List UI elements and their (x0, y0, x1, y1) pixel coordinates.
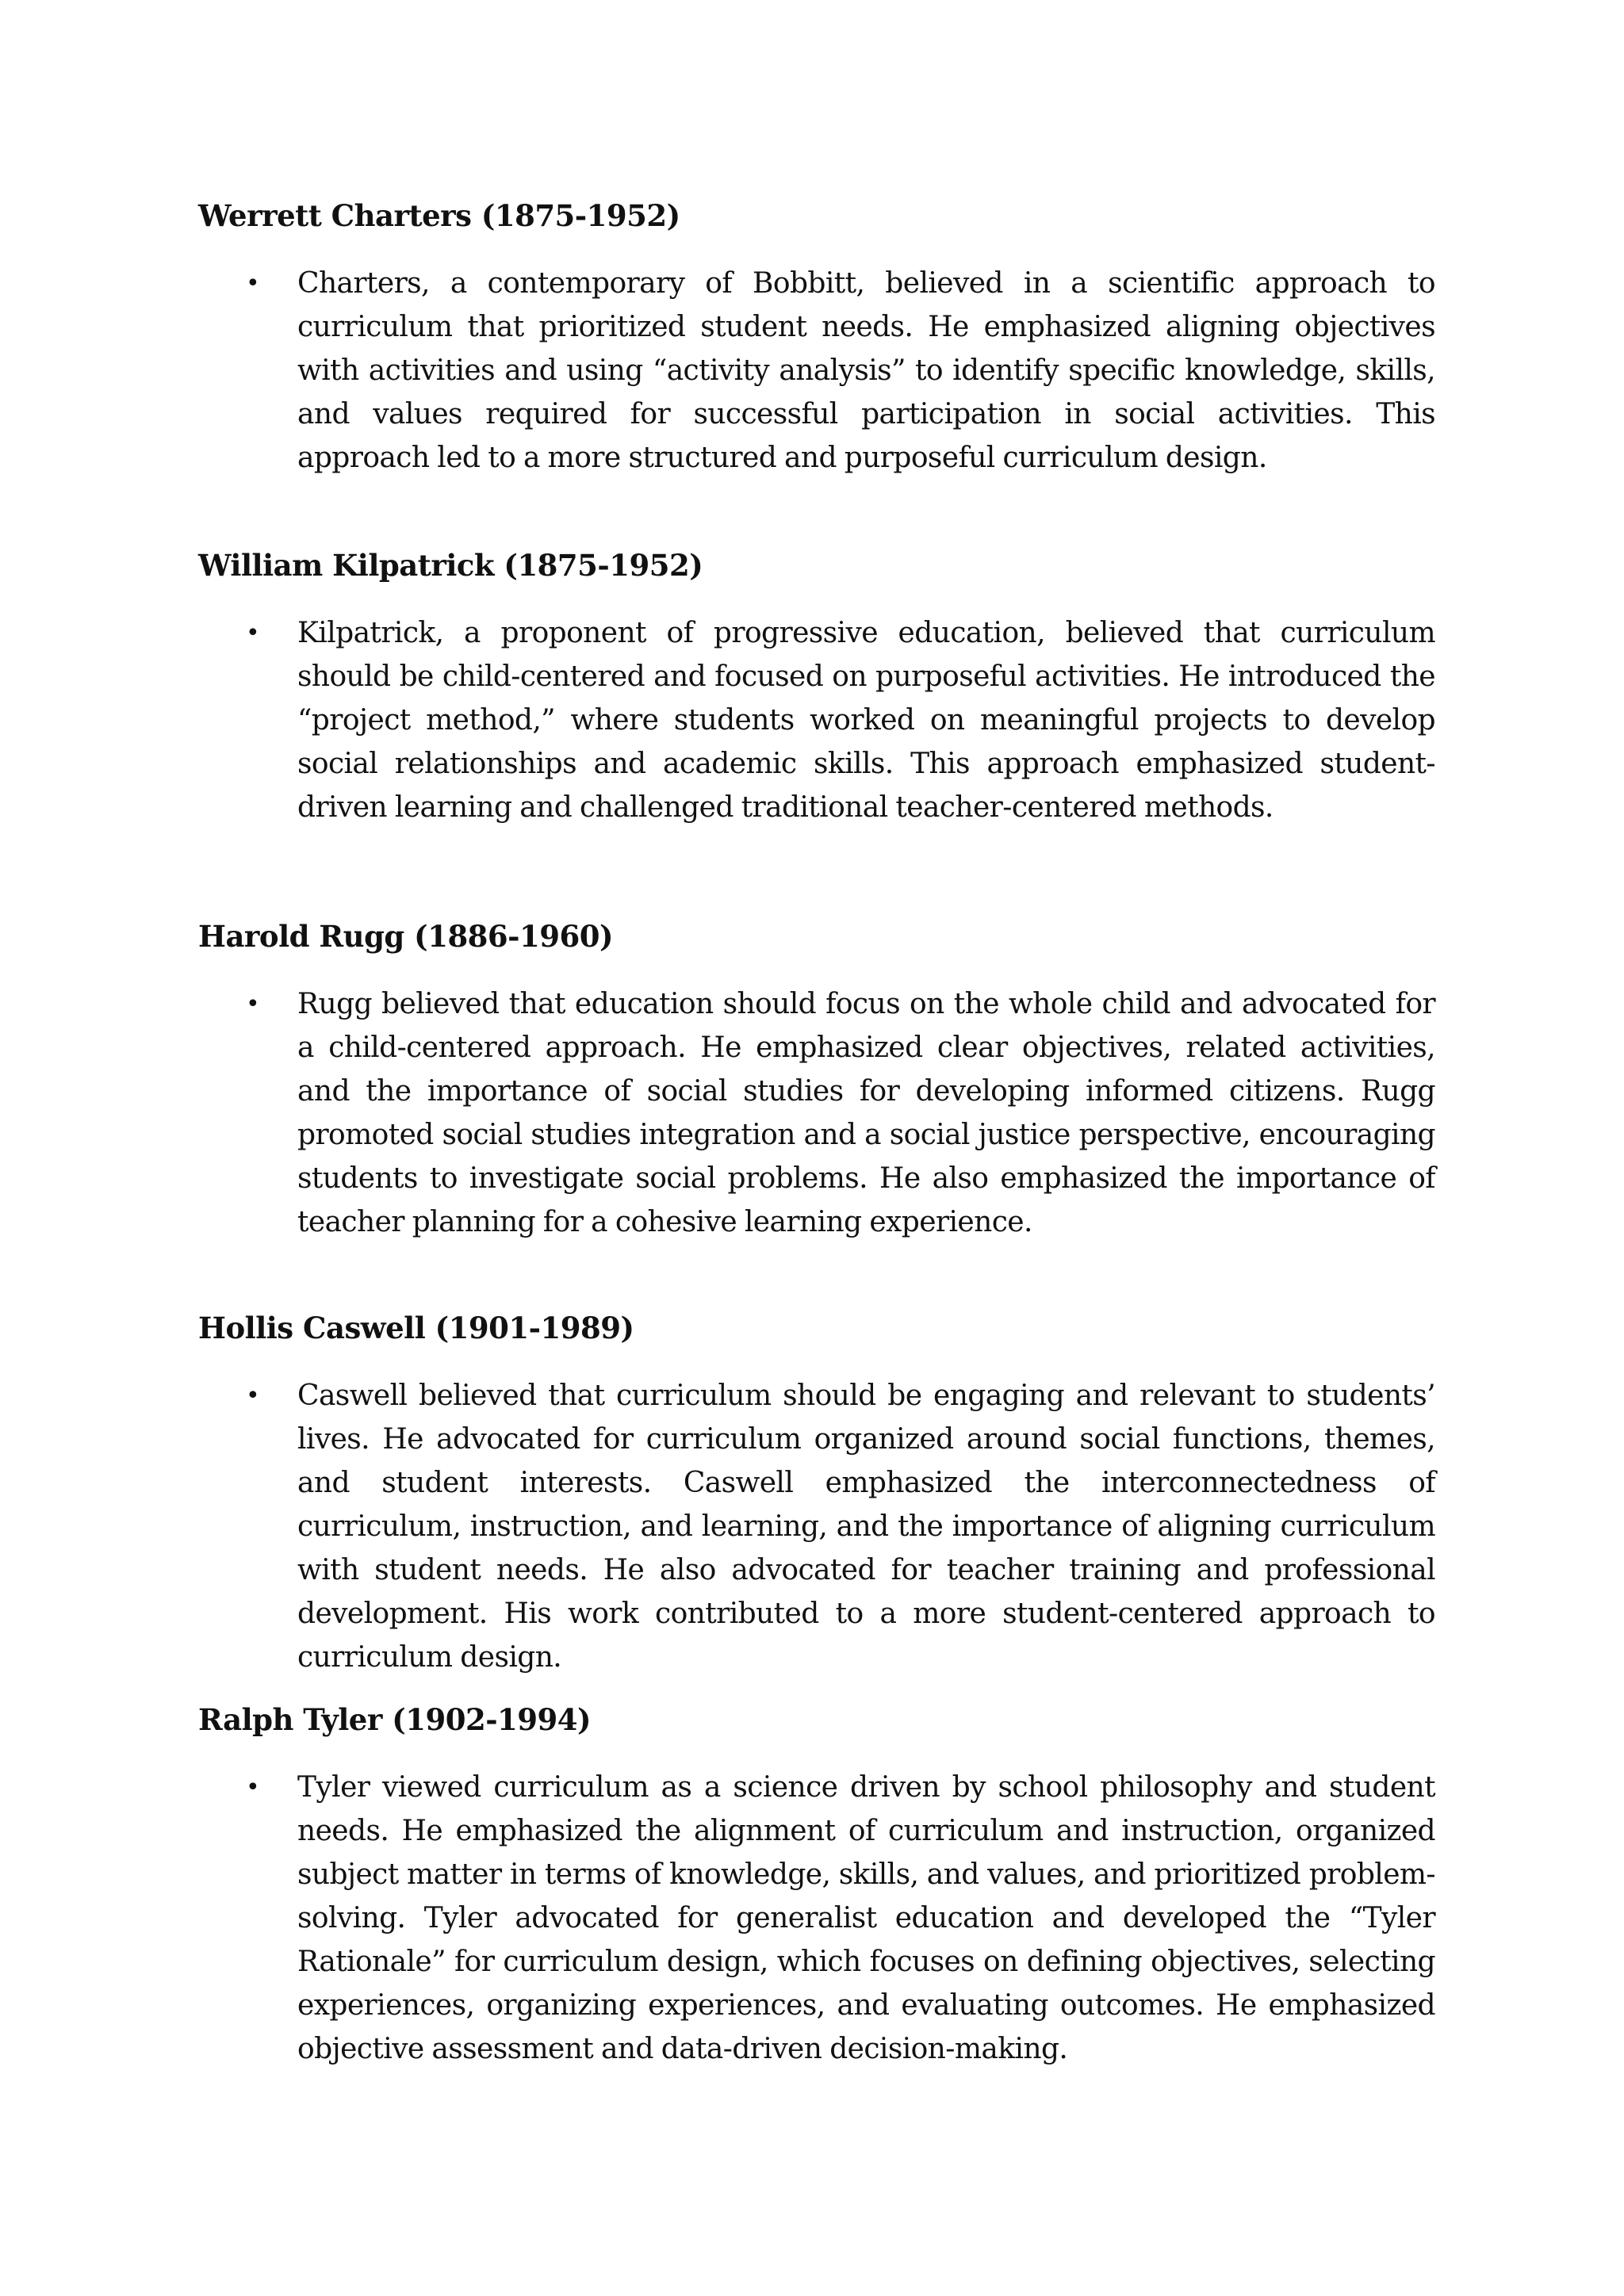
section-heading: Harold Rugg (1886-1960) (198, 919, 614, 954)
section-werrett-charters (198, 196, 1435, 480)
section-ralph-tyler (198, 1700, 1435, 2071)
section-heading: William Kilpatrick (1875-1952) (198, 548, 703, 583)
bullet-text: Caswell believed that curriculum should be engaging and relevant to students’ lives. He advocated for curriculum organized around social functions, themes, and student interests. Caswell emphasized the interconnectedness of curriculum, instruction, and learning, and the importance of aligning curriculum with student needs. He also advocated for teacher training and professional development. His work contributed to a more student-centered approach to curriculum design. (297, 1380, 1435, 1674)
section-heading: Ralph Tyler (1902-1994) (198, 1702, 592, 1737)
bullet-item (198, 611, 1435, 829)
bullet-point-icon: • (246, 1774, 260, 1801)
bullet-point-icon: • (246, 619, 260, 647)
bullet-item (198, 262, 1435, 480)
bullet-text: Tyler viewed curriculum as a science driven by school philosophy and student needs. He emphasized the alignment of curriculum and instruction, organized subject matter in terms of knowledge, skills, and values, and prioritized problem-solving. Tyler advocated for generalist education and developed the “Tyler Rationale” for curriculum design, which focuses on defining objectives, selecting experiences, organizing experiences, and evaluating outcomes. He emphasized objective assessment and data-driven decision-making. (297, 1771, 1435, 2065)
bullet-text: Rugg believed that education should focus on the whole child and advocated for a child-centered approach. He emphasized clear objectives, related activities, and the importance of social studies for developing informed citizens. Rugg promoted social studies integration and a social justice perspective, encouraging students to investigate social problems. He also emphasized the importance of teacher planning for a cohesive learning experience. (297, 988, 1435, 1238)
bullet-text: Kilpatrick, a proponent of progressive education, believed that curriculum should be child-centered and focused on purposeful activities. He introduced the “project method,” where students worked on meaningful projects to develop social relationships and academic skills. This approach emphasized student-driven learning and challenged traditional teacher-centered methods. (297, 617, 1435, 824)
bullet-text: Charters, a contemporary of Bobbitt, believed in a scientific approach to curriculum that prioritized student needs. He emphasized aligning objectives with activities and using “activity analysis” to identify specific knowledge, skills, and values required for successful participation in social activities. This approach led to a more structured and purposeful curriculum design. (297, 267, 1435, 474)
bullet-point-icon: • (246, 1382, 260, 1410)
section-hollis-caswell (198, 1308, 1435, 1679)
section-heading: Werrett Charters (1875-1952) (198, 198, 680, 233)
bullet-point-icon: • (246, 270, 260, 297)
section-william-kilpatrick (198, 545, 1435, 829)
section-harold-rugg (198, 916, 1435, 1244)
bullet-item (198, 1766, 1435, 2071)
bullet-item (198, 982, 1435, 1244)
section-heading: Hollis Caswell (1901-1989) (198, 1311, 634, 1345)
bullet-point-icon: • (246, 990, 260, 1018)
bullet-item (198, 1374, 1435, 1679)
